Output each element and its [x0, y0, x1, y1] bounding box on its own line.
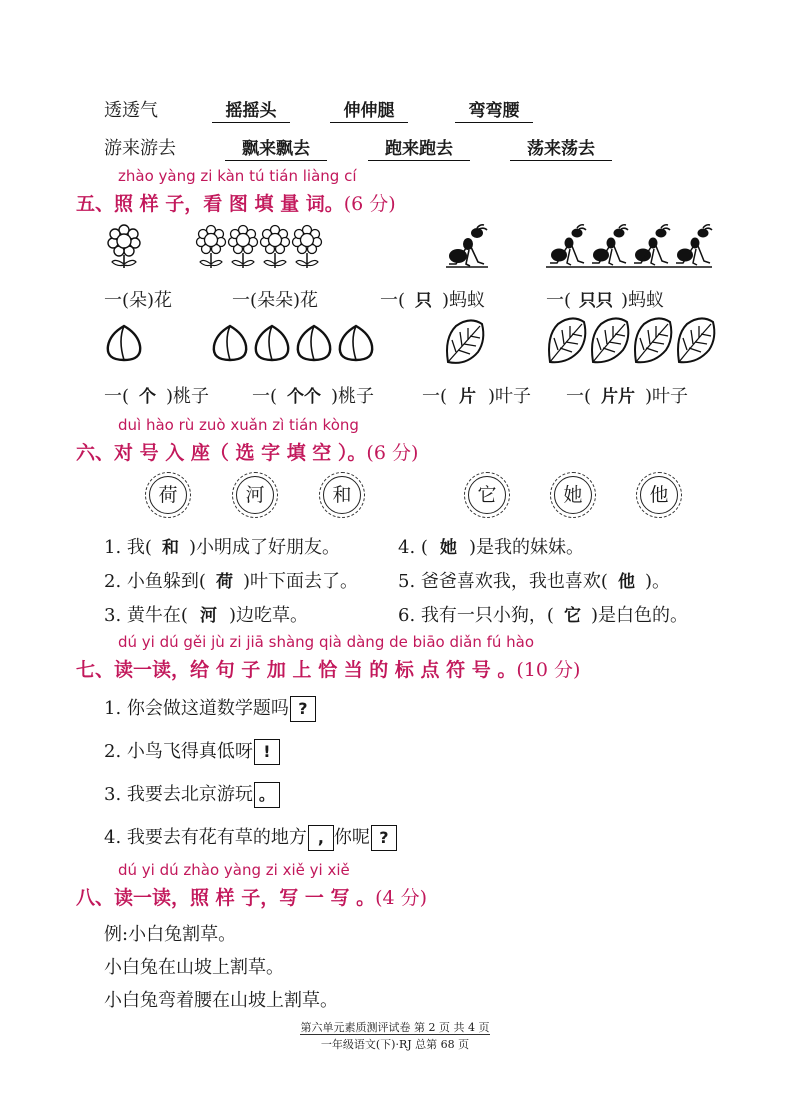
measure-row1-item1: [104, 286, 172, 312]
item-post: )小明成了好朋友。: [188, 537, 340, 558]
fill-item-4: [398, 533, 584, 559]
punct-text: 3. 我要去北京游玩: [104, 784, 253, 805]
fill-item-1: [104, 533, 340, 559]
item-num: 1.: [104, 537, 122, 558]
section7-score: (10 分): [516, 659, 581, 681]
measure-answer: 朵: [129, 290, 148, 311]
item-answer: 她: [439, 538, 457, 558]
measure-pre: 一(: [422, 386, 448, 407]
item-pre: 我(: [126, 537, 152, 558]
char-circle-he-and: 和: [323, 476, 361, 514]
measure-pre: 一(: [104, 386, 130, 407]
measure-post: )花: [293, 290, 319, 311]
punct-mid-text: 你呢: [333, 827, 370, 848]
punct-item-3: [104, 780, 280, 808]
pair-answer-2-1: 飘来飘去: [225, 134, 327, 161]
measure-answer: 只: [415, 291, 433, 311]
measure-row2-item4: [566, 382, 688, 408]
measure-post: )叶子: [488, 386, 532, 407]
item-num: 3.: [104, 605, 122, 626]
measure-pre: 一(: [252, 386, 278, 407]
fill-item-3: [104, 601, 308, 627]
punct-text: 4. 我要去有花有草的地方: [104, 827, 307, 848]
section6-score: (6 分): [366, 442, 419, 464]
measure-post: )蚂蚁: [621, 290, 665, 311]
punct-box: ?: [290, 696, 316, 722]
example-line-3: 小白兔弯着腰在山坡上割草。: [104, 990, 338, 1011]
measure-post: )花: [147, 290, 173, 311]
measure-answer: 个: [139, 387, 157, 407]
measure-row2-item1: [104, 382, 209, 408]
punct-box: 。: [254, 782, 280, 808]
measure-post: )蚂蚁: [442, 290, 486, 311]
measure-row2-item3: [422, 382, 531, 408]
char-circle-he-lotus: 荷: [149, 476, 187, 514]
punct-text: 1. 你会做这道数学题吗: [104, 698, 289, 719]
leaves-group-icon: [544, 316, 718, 368]
section5-heading: [76, 189, 396, 216]
measure-row1-item2: [232, 286, 318, 312]
flowers-group-icon: [195, 222, 325, 270]
punct-item-4: [104, 823, 397, 851]
measure-answer: 片: [459, 387, 477, 407]
punct-box-2: ?: [371, 825, 397, 851]
flower-icon: [104, 222, 144, 270]
punct-box: ,: [308, 825, 334, 851]
item-pre: 爸爸喜欢我，我也喜欢(: [420, 571, 608, 592]
item-answer: 和: [161, 538, 179, 558]
measure-post: )叶子: [645, 386, 689, 407]
punct-box: !: [254, 739, 280, 765]
item-num: 5.: [398, 571, 416, 592]
fill-item-2: [104, 567, 358, 593]
section7-heading-text: 七、读一读，给 句 子 加 上 恰 当 的 标 点 符 号 。: [76, 659, 517, 681]
section5-score: (6 分): [343, 193, 396, 215]
char-circle-ta-it: 它: [468, 476, 506, 514]
section6-pinyin: duì hào rù zuò xuǎn zì tián kòng: [118, 416, 359, 434]
section5-heading-text: 五、照 样 子，看 图 填 量 词。: [76, 193, 344, 215]
punct-item-2: [104, 737, 280, 765]
item-post: )叶下面去了。: [242, 571, 358, 592]
measure-answer: 朵朵: [257, 290, 294, 311]
ant-icon: [444, 224, 490, 270]
item-num: 6.: [398, 605, 416, 626]
measure-row1-item4: [546, 286, 664, 312]
item-post: )边吃草。: [228, 605, 308, 626]
measure-post: )桃子: [166, 386, 210, 407]
item-pre: 小鱼躲到(: [126, 571, 206, 592]
section8-heading-text: 八、读一读，照 样 子，写 一 写 。: [76, 887, 376, 909]
item-answer: 荷: [215, 572, 233, 592]
section6-heading: [76, 438, 418, 465]
measure-pre: 一(: [566, 386, 592, 407]
item-answer: 它: [563, 606, 581, 626]
pair-answer-2-2: 跑来跑去: [368, 134, 470, 161]
section8-heading: [76, 883, 427, 910]
leaf-icon: [442, 318, 488, 368]
item-num: 2.: [104, 571, 122, 592]
fill-item-5: [398, 567, 670, 593]
measure-answer: 片片: [601, 387, 636, 407]
pair-answer-1-1: 摇摇头: [212, 96, 290, 123]
section5-pinyin: zhào yàng zi kàn tú tián liàng cí: [118, 167, 357, 185]
section8-score: (4 分): [375, 887, 428, 909]
footer-divider: [300, 1034, 490, 1035]
example-line-2: 小白兔在山坡上割草。: [104, 957, 284, 978]
punct-text: 2. 小鸟飞得真低呀: [104, 741, 253, 762]
pair-answer-2-3: 荡来荡去: [510, 134, 612, 161]
measure-row2-item2: [252, 382, 374, 408]
item-post: )是白色的。: [590, 605, 688, 626]
measure-pre: 一(: [232, 290, 258, 311]
measure-row1-item3: [380, 286, 485, 312]
ants-group-icon: [546, 224, 714, 270]
footer-line-1: 第六单元素质测评试卷 第 2 页 共 4 页: [300, 1021, 490, 1034]
char-circle-he-river: 河: [236, 476, 274, 514]
peach-icon: [104, 322, 144, 364]
footer-line-2: 一年级语文(下)·RJ 总第 68 页: [320, 1038, 470, 1051]
fill-item-6: [398, 601, 688, 627]
item-pre: 黄牛在(: [126, 605, 188, 626]
section8-pinyin: dú yi dú zhào yàng zi xiě yi xiě: [118, 861, 350, 879]
pair-answer-1-2: 伸伸腿: [330, 96, 408, 123]
measure-answer: 只只: [579, 291, 614, 311]
item-answer: 他: [617, 572, 635, 592]
section7-pinyin: dú yi dú gěi jù zi jiā shàng qià dàng de biāo diǎn fú hào: [118, 633, 535, 651]
item-post: )是我的妹妹。: [468, 537, 584, 558]
char-circle-ta-she: 她: [554, 476, 592, 514]
pair-given-1: 透透气: [104, 100, 158, 121]
measure-pre: 一(: [546, 290, 572, 311]
pair-answer-1-3: 弯弯腰: [455, 96, 533, 123]
item-answer: 河: [199, 606, 217, 626]
measure-pre: 一(: [104, 290, 130, 311]
section7-heading: [76, 655, 580, 682]
item-num: 4.: [398, 537, 416, 558]
measure-pre: 一(: [380, 290, 406, 311]
peaches-group-icon: [208, 322, 384, 364]
char-circle-ta-he: 他: [640, 476, 678, 514]
item-post: )。: [644, 571, 670, 592]
section6-heading-text: 六、对 号 入 座（ 选 字 填 空 ）。: [76, 442, 367, 464]
measure-answer: 个个: [287, 387, 322, 407]
item-pre: (: [420, 537, 428, 558]
pair-given-2: 游来游去: [104, 138, 176, 159]
punct-item-1: [104, 694, 316, 722]
example-line-1: 例:小白兔割草。: [104, 924, 237, 945]
measure-post: )桃子: [331, 386, 375, 407]
item-pre: 我有一只小狗，(: [420, 605, 554, 626]
